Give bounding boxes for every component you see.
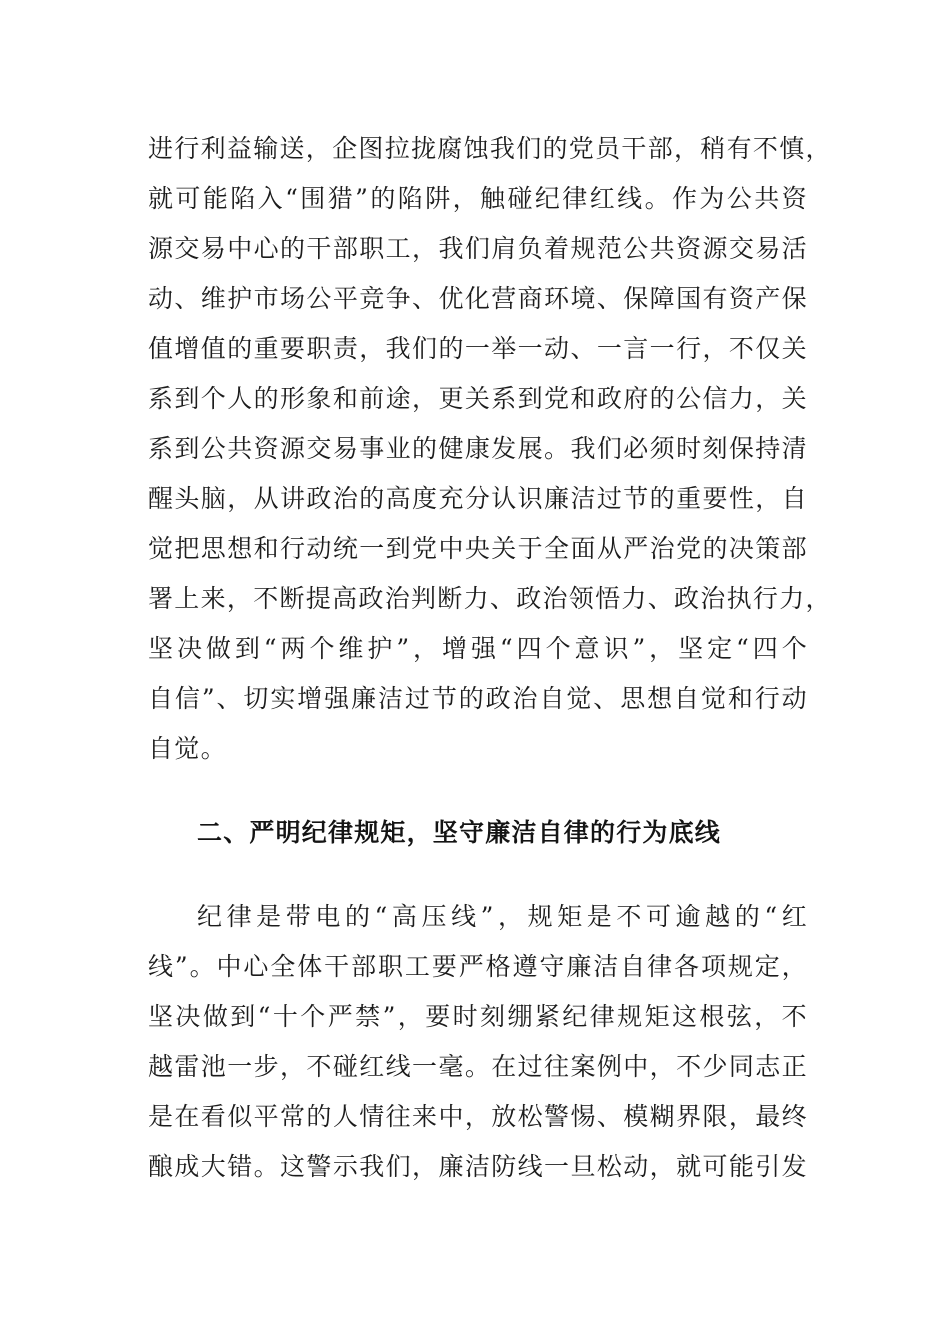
paragraph-1-line-8: 醒头脑，从讲政治的高度充分认识廉洁过节的重要性，自: [148, 484, 808, 513]
paragraph-1-line-10: 署上来，不断提高政治判断力、政治领悟力、政治执行力，: [148, 584, 832, 613]
paragraph-2-line-5: 是在看似平常的人情往来中，放松警惕、模糊界限，最终: [148, 1102, 808, 1131]
paragraph-1-line-13: 自觉。: [148, 734, 227, 763]
paragraph-1-line-5: 值增值的重要职责，我们的一举一动、一言一行，不仅关: [148, 334, 808, 363]
paragraph-1-line-7: 系到公共资源交易事业的健康发展。我们必须时刻保持清: [148, 434, 808, 463]
paragraph-2-line-2: 线”。中心全体干部职工要严格遵守廉洁自律各项规定，: [148, 952, 808, 981]
paragraph-1-line-3: 源交易中心的干部职工，我们肩负着规范公共资源交易活: [148, 234, 808, 263]
paragraph-2-line-6: 酿成大错。这警示我们，廉洁防线一旦松动，就可能引发: [148, 1152, 808, 1181]
paragraph-2-line-3: 坚决做到“十个严禁”，要时刻绷紧纪律规矩这根弦，不: [148, 1002, 808, 1031]
paragraph-2-line-4: 越雷池一步，不碰红线一毫。在过往案例中，不少同志正: [148, 1052, 808, 1081]
paragraph-1-line-12: 自信”、切实增强廉洁过节的政治自觉、思想自觉和行动: [148, 684, 808, 713]
paragraph-1-line-6: 系到个人的形象和前途，更关系到党和政府的公信力，关: [148, 384, 808, 413]
paragraph-2-line-1: 纪律是带电的“高压线”，规矩是不可逾越的“红: [197, 902, 808, 931]
paragraph-1-line-9: 觉把思想和行动统一到党中央关于全面从严治党的决策部: [148, 534, 808, 563]
paragraph-1-line-2: 就可能陷入“围猎”的陷阱，触碰纪律红线。作为公共资: [148, 184, 808, 213]
section-2-heading: 二、严明纪律规矩，坚守廉洁自律的行为底线: [197, 818, 722, 847]
paragraph-1-line-1: 进行利益输送，企图拉拢腐蚀我们的党员干部，稍有不慎，: [148, 134, 832, 163]
paragraph-1-line-4: 动、维护市场公平竞争、优化营商环境、保障国有资产保: [148, 284, 808, 313]
paragraph-1-line-11: 坚决做到“两个维护”，增强“四个意识”，坚定“四个: [148, 634, 808, 663]
